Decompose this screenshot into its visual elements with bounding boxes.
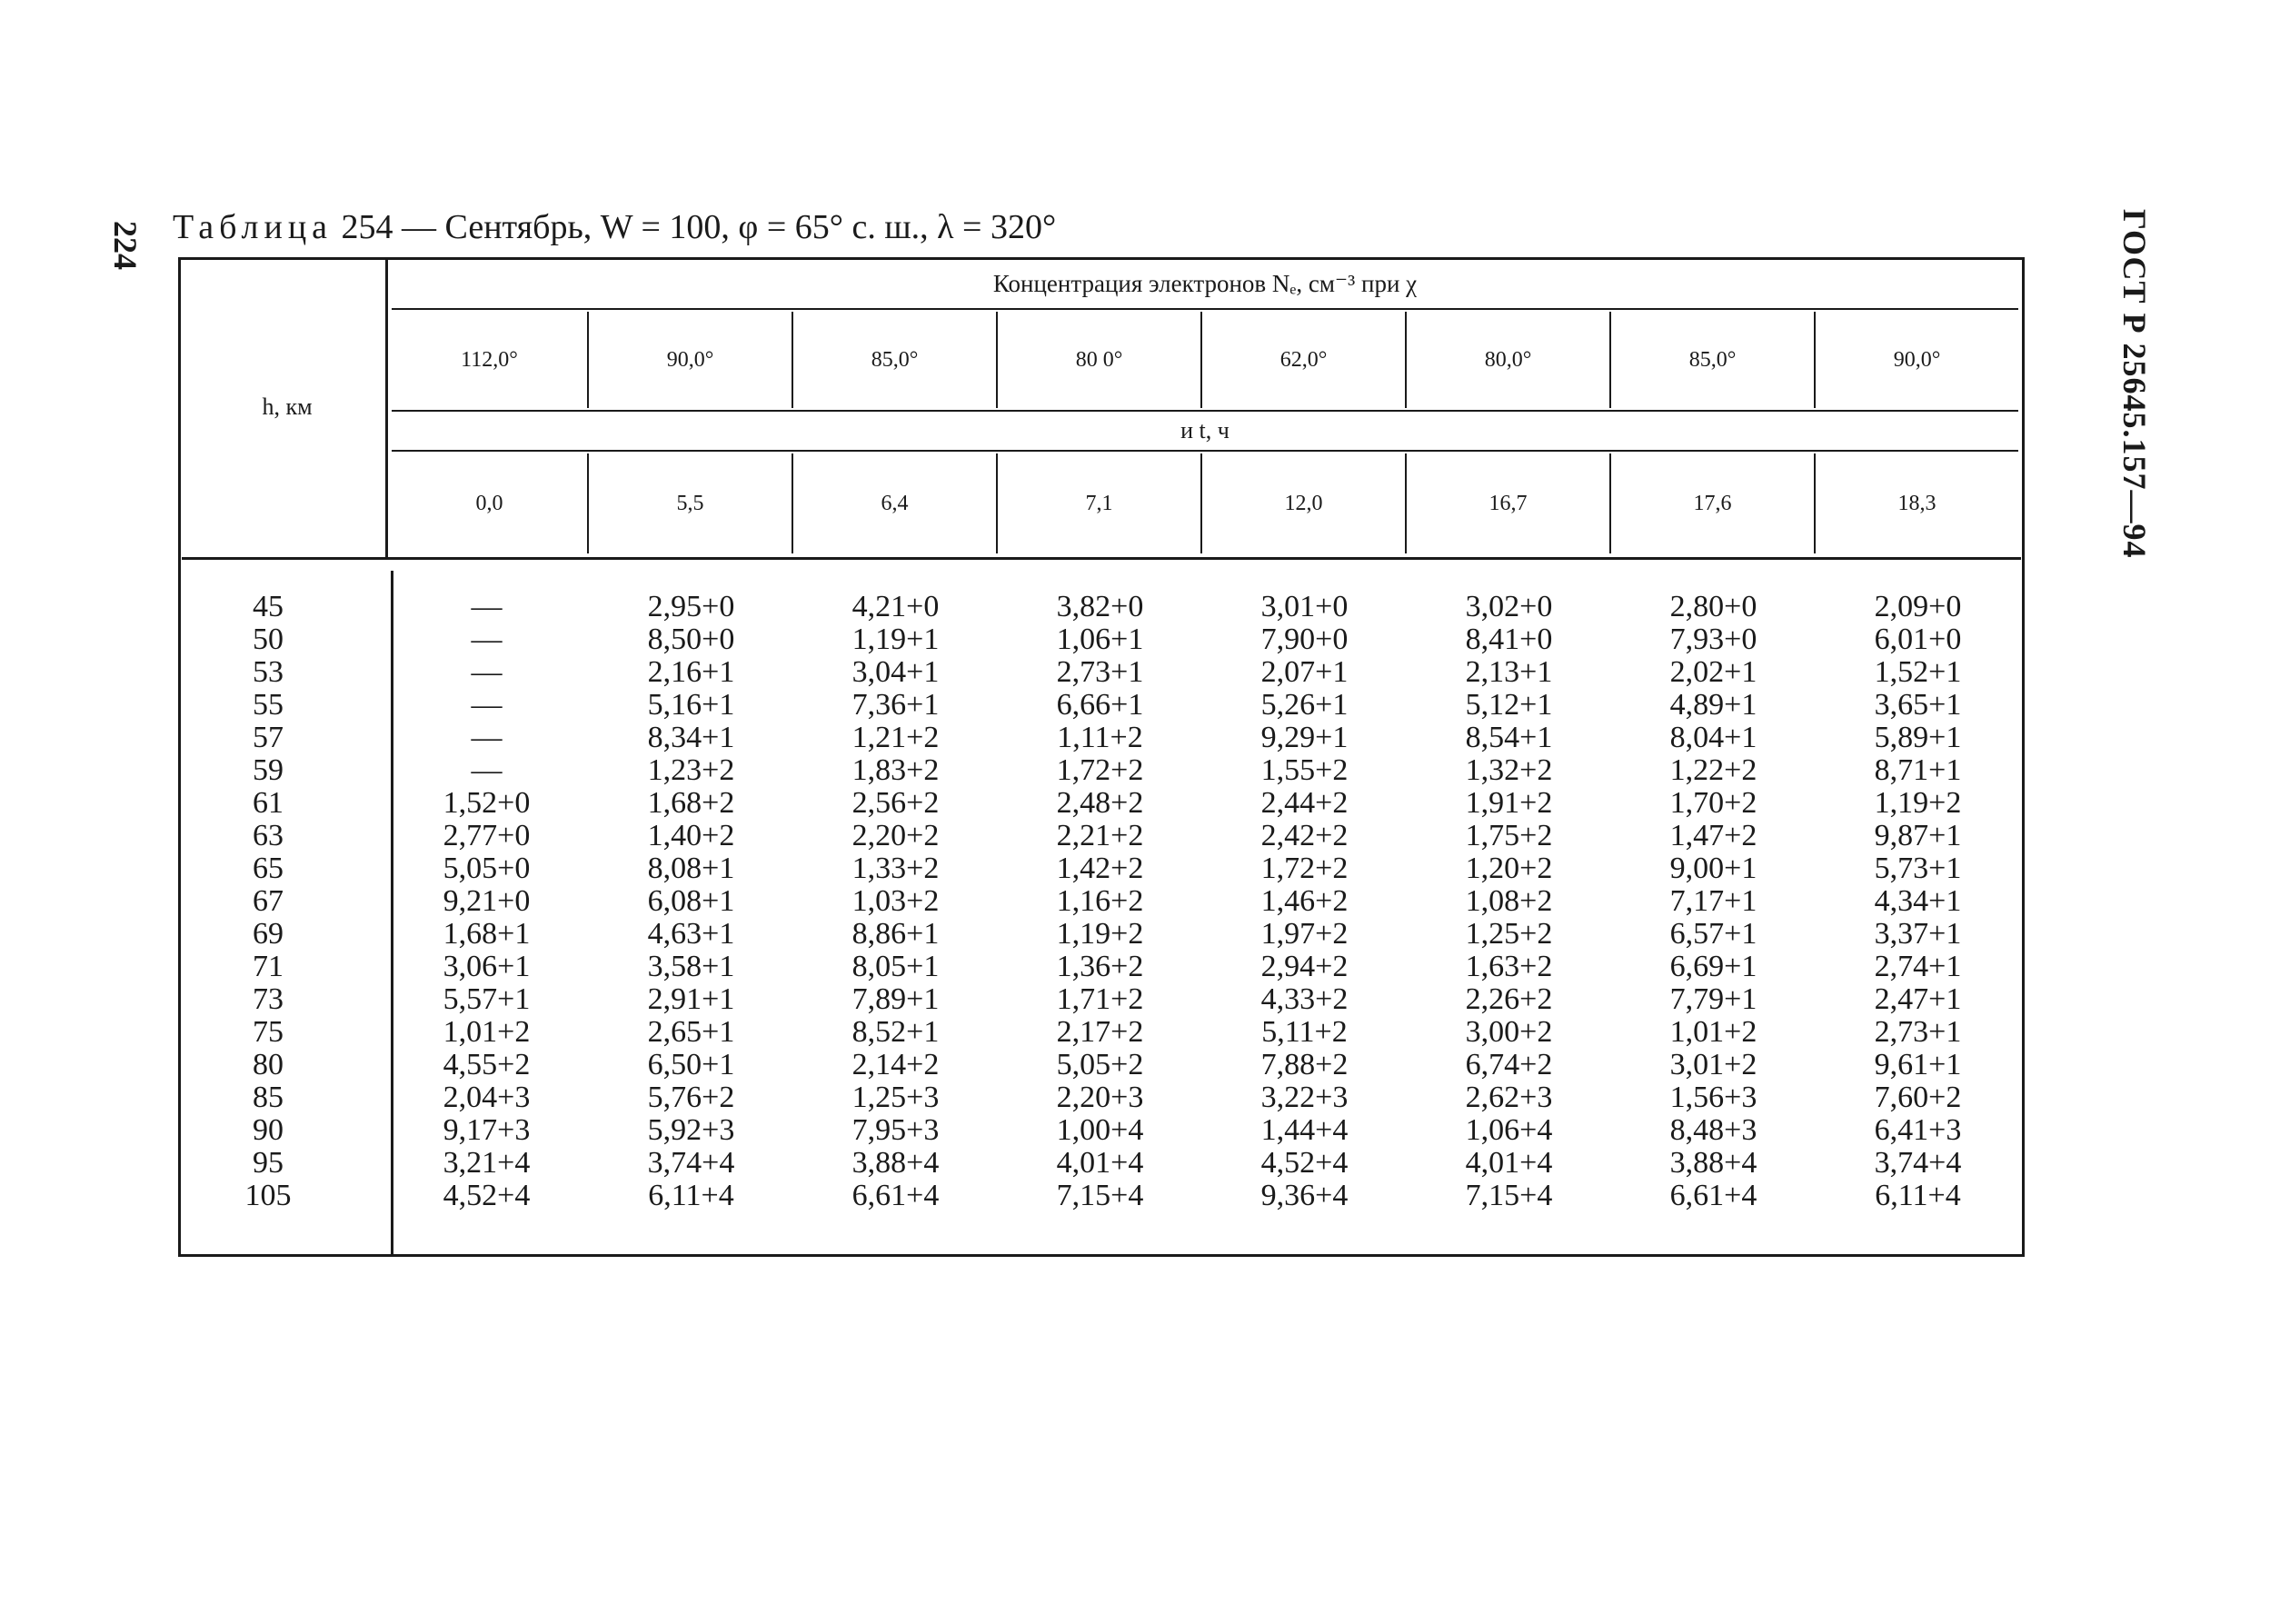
value-cell: 9,29+1 [1260,721,1349,754]
caption-label: Таблица [173,208,334,246]
data-column [1611,591,1816,1212]
gost-code: ГОСТ Р 25645.157—94 [2116,209,2153,559]
value-cell: 2,17+2 [1056,1015,1144,1049]
value-cell: 1,06+4 [1465,1113,1553,1147]
value-cell: 1,33+2 [851,852,940,885]
height-cell: 71 [253,950,284,983]
value-cell: 4,01+4 [1465,1146,1553,1180]
value-cell: 1,19+1 [851,623,940,656]
concentration-header: Концентрация электронов Nₑ, см⁻³ при χ [992,269,1418,297]
value-cell: 1,91+2 [1465,786,1553,820]
value-cell: 2,16+1 [647,655,735,689]
value-cell: 6,11+4 [1875,1179,1961,1212]
value-cell: 2,13+1 [1465,655,1553,689]
value-cell: 7,90+0 [1260,623,1349,656]
value-cell: 3,88+4 [1669,1146,1757,1180]
value-cell: 5,89+1 [1874,721,1962,754]
value-cell: 6,57+1 [1669,917,1757,951]
data-column [589,591,793,1212]
value-cell: 4,55+2 [443,1048,531,1081]
height-cell: 57 [253,721,284,754]
chi-value: 85,0° [871,347,919,372]
rule-below-concentration [392,308,2018,310]
value-cell: 8,04+1 [1669,721,1757,754]
value-cell: 3,58+1 [647,950,735,983]
value-cell: 5,16+1 [647,688,735,722]
height-cell: 61 [253,786,284,820]
value-cell: 4,33+2 [1260,982,1349,1016]
value-cell: 6,50+1 [647,1048,735,1081]
value-cell: 1,97+2 [1260,917,1349,951]
value-cell: 1,68+1 [443,917,531,951]
value-cell: 3,01+0 [1260,590,1349,623]
value-cell: 2,91+1 [647,982,735,1016]
chi-value: 80,0° [1484,347,1532,372]
value-cell: 5,11+2 [1261,1015,1348,1049]
value-cell: 2,42+2 [1260,819,1349,852]
value-cell: 1,36+2 [1056,950,1144,983]
value-cell: 4,52+4 [443,1179,531,1212]
value-cell: 1,22+2 [1669,753,1757,787]
height-cell: 50 [253,623,284,656]
value-cell: 9,21+0 [443,884,531,918]
value-cell: 1,72+2 [1056,753,1144,787]
value-cell: 8,48+3 [1669,1113,1757,1147]
t-value: 5,5 [676,491,704,515]
value-cell: 2,47+1 [1874,982,1962,1016]
value-cell: 1,71+2 [1056,982,1144,1016]
value-cell: 2,14+2 [851,1048,940,1081]
value-cell: 2,21+2 [1056,819,1144,852]
chi-value: 90,0° [1893,347,1941,372]
value-cell: 8,71+1 [1874,753,1962,787]
height-cell: 65 [253,852,284,885]
value-cell: 2,44+2 [1260,786,1349,820]
height-cell: 53 [253,655,284,689]
value-cell: 3,02+0 [1465,590,1553,623]
height-cell: 80 [253,1048,284,1081]
value-cell: 7,15+4 [1465,1179,1553,1212]
value-cell: 3,88+4 [851,1146,940,1180]
data-column [1202,591,1407,1212]
value-cell: 8,34+1 [647,721,735,754]
value-cell: 8,50+0 [647,623,735,656]
value-cell: 5,12+1 [1465,688,1553,722]
value-cell: 6,61+4 [851,1179,940,1212]
value-cell: 2,80+0 [1669,590,1757,623]
height-cell: 55 [253,688,284,722]
value-cell: 5,73+1 [1874,852,1962,885]
value-cell: 8,52+1 [851,1015,940,1049]
table-left-rule [178,257,181,1257]
value-cell: 1,42+2 [1056,852,1144,885]
value-cell: 1,40+2 [647,819,735,852]
value-cell: 7,17+1 [1669,884,1757,918]
height-cell: 95 [253,1146,284,1180]
value-cell: 3,82+0 [1056,590,1144,623]
value-cell: 3,74+4 [1874,1146,1962,1180]
value-cell: 1,44+4 [1260,1113,1349,1147]
t-value: 6,4 [881,491,909,515]
value-cell: 1,52+1 [1874,655,1962,689]
chi-value: 90,0° [666,347,714,372]
value-cell: 6,61+4 [1669,1179,1757,1212]
value-cell: — [471,590,503,623]
value-cell: 6,74+2 [1465,1048,1553,1081]
value-cell: 2,26+2 [1465,982,1553,1016]
value-cell: 1,01+2 [1669,1015,1757,1049]
value-cell: 6,11+4 [648,1179,734,1212]
value-cell: 7,89+1 [851,982,940,1016]
value-cell: — [471,623,503,656]
caption-text: 254 — Сентябрь, W = 100, φ = 65° с. ш., λ = 320° [341,208,1057,246]
value-cell: 7,79+1 [1669,982,1757,1016]
value-cell: 7,93+0 [1669,623,1757,656]
value-cell: 5,57+1 [443,982,531,1016]
value-cell: 3,21+4 [443,1146,531,1180]
t-value: 0,0 [475,491,503,515]
table-bottom-rule [178,1254,2025,1257]
value-cell: 2,20+2 [851,819,940,852]
data-column [384,591,589,1212]
value-cell: 2,74+1 [1874,950,1962,983]
data-column [1407,591,1611,1212]
h-column-header: h, км [262,394,313,420]
value-cell: 7,95+3 [851,1113,940,1147]
value-cell: 1,11+2 [1057,721,1143,754]
value-cell: 1,52+0 [443,786,531,820]
value-cell: 3,37+1 [1874,917,1962,951]
value-cell: 6,41+3 [1874,1113,1962,1147]
value-cell: 1,06+1 [1056,623,1144,656]
table-caption [173,207,1056,247]
value-cell: 2,95+0 [647,590,735,623]
value-cell: 1,83+2 [851,753,940,787]
value-cell: 3,65+1 [1874,688,1962,722]
value-cell: 1,03+2 [851,884,940,918]
value-cell: 1,20+2 [1465,852,1553,885]
value-cell: 1,19+2 [1874,786,1962,820]
value-cell: 1,23+2 [647,753,735,787]
value-cell: — [471,655,503,689]
value-cell: 1,00+4 [1056,1113,1144,1147]
rule-below-t-label [392,450,2018,452]
value-cell: 2,62+3 [1465,1081,1553,1114]
t-value: 7,1 [1085,491,1113,515]
value-cell: — [471,688,503,722]
value-cell: 4,01+4 [1056,1146,1144,1180]
value-cell: 1,47+2 [1669,819,1757,852]
height-cell: 75 [253,1015,284,1049]
data-column [1816,591,2020,1212]
chi-value: 85,0° [1688,347,1737,372]
value-cell: 7,15+4 [1056,1179,1144,1212]
value-cell: 4,52+4 [1260,1146,1349,1180]
value-cell: 5,76+2 [647,1081,735,1114]
value-cell: 2,77+0 [443,819,531,852]
value-cell: 1,01+2 [443,1015,531,1049]
value-cell: 2,09+0 [1874,590,1962,623]
value-cell: 7,60+2 [1874,1081,1962,1114]
height-cell: 45 [253,590,284,623]
value-cell: 3,01+2 [1669,1048,1757,1081]
value-cell: 9,00+1 [1669,852,1757,885]
value-cell: 5,05+0 [443,852,531,885]
value-cell: 2,73+1 [1874,1015,1962,1049]
value-cell: 1,25+2 [1465,917,1553,951]
value-cell: 3,06+1 [443,950,531,983]
height-cell: 105 [244,1179,292,1212]
value-cell: 4,34+1 [1874,884,1962,918]
value-cell: 3,74+4 [647,1146,735,1180]
value-cell: 1,16+2 [1056,884,1144,918]
chi-value: 80 0° [1075,347,1123,372]
height-cell: 63 [253,819,284,852]
value-cell: 4,89+1 [1669,688,1757,722]
value-cell: 1,08+2 [1465,884,1553,918]
value-cell: 4,63+1 [647,917,735,951]
value-cell: 6,66+1 [1056,688,1144,722]
data-column [793,591,998,1212]
value-cell: 8,08+1 [647,852,735,885]
value-cell: 2,65+1 [647,1015,735,1049]
value-cell: 2,02+1 [1669,655,1757,689]
height-cell: 73 [253,982,284,1016]
value-cell: 1,56+3 [1669,1081,1757,1114]
value-cell: 9,87+1 [1874,819,1962,852]
value-cell: 1,55+2 [1260,753,1349,787]
value-cell: 5,92+3 [647,1113,735,1147]
height-cell: 85 [253,1081,284,1114]
value-cell: 7,36+1 [851,688,940,722]
value-cell: 6,08+1 [647,884,735,918]
chi-value: 112,0° [461,347,518,372]
value-cell: — [471,721,503,754]
value-cell: 3,00+2 [1465,1015,1553,1049]
table-right-rule [2022,257,2025,1257]
height-cell: 67 [253,884,284,918]
value-cell: 5,26+1 [1260,688,1349,722]
value-cell: 2,20+3 [1056,1081,1144,1114]
t-header: и t, ч [1180,417,1230,443]
value-cell: 1,19+2 [1056,917,1144,951]
height-cell: 90 [253,1113,284,1147]
height-cell: 59 [253,753,284,787]
value-cell: 1,72+2 [1260,852,1349,885]
page-number: 224 [107,221,144,270]
value-cell: 1,68+2 [647,786,735,820]
value-cell: 2,56+2 [851,786,940,820]
h-column-rule-header [385,257,388,557]
value-cell: 3,22+3 [1260,1081,1349,1114]
value-cell: 2,07+1 [1260,655,1349,689]
value-cell: 5,05+2 [1056,1048,1144,1081]
value-cell: 8,41+0 [1465,623,1553,656]
value-cell: 1,21+2 [851,721,940,754]
height-column [198,591,338,1212]
value-cell: 2,48+2 [1056,786,1144,820]
value-cell: 9,17+3 [443,1113,531,1147]
value-cell: 2,04+3 [443,1081,531,1114]
t-value: 17,6 [1693,491,1732,515]
value-cell: 9,61+1 [1874,1048,1962,1081]
t-value: 18,3 [1897,491,1937,515]
value-cell: 2,73+1 [1056,655,1144,689]
header-bottom-rule [182,557,2021,560]
data-column [998,591,1202,1212]
value-cell: 7,88+2 [1260,1048,1349,1081]
value-cell: 6,01+0 [1874,623,1962,656]
value-cell: 3,04+1 [851,655,940,689]
value-cell: 1,70+2 [1669,786,1757,820]
t-value: 12,0 [1284,491,1323,515]
value-cell: 8,86+1 [851,917,940,951]
value-cell: 1,75+2 [1465,819,1553,852]
value-cell: 9,36+4 [1260,1179,1349,1212]
value-cell: 8,54+1 [1465,721,1553,754]
value-cell: 2,94+2 [1260,950,1349,983]
value-cell: 1,46+2 [1260,884,1349,918]
value-cell: 1,25+3 [851,1081,940,1114]
value-cell: 8,05+1 [851,950,940,983]
t-value: 16,7 [1488,491,1528,515]
value-cell: 6,69+1 [1669,950,1757,983]
value-cell: 1,32+2 [1465,753,1553,787]
value-cell: 1,63+2 [1465,950,1553,983]
value-cell: 4,21+0 [851,590,940,623]
value-cell: — [471,753,503,787]
chi-value: 62,0° [1279,347,1328,372]
height-cell: 69 [253,917,284,951]
